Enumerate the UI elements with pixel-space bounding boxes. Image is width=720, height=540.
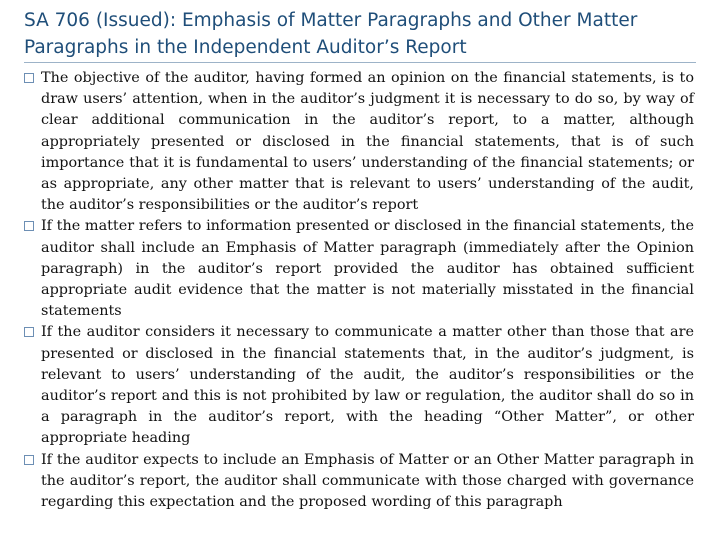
title-divider (24, 62, 696, 63)
square-bullet-icon (24, 73, 34, 83)
bullet-item-emphasis-of-matter (24, 216, 694, 322)
bullet-item-communication (24, 450, 694, 514)
square-bullet-icon (24, 455, 34, 465)
bullet-text: The objective of the auditor, having formed an opinion on the financial statements, is to draw users’ attention, when in the auditor’s judgment it is necessary to do so, by way of clear additional communication in the auditor’s report, to a matter, although appropriately presented or disclosed in the financial statements, that is of such importance that it is fundamental to users’ understanding of the financial statements; or as appropriate, any other matter that is relevant to users’ understanding of the audit, the auditor’s responsibilities or the auditor’s report (41, 70, 694, 214)
bullet-text: If the matter refers to information presented or disclosed in the financial statements, the auditor shall include an Emphasis of Matter paragraph (immediately after the Opinion paragraph) in the auditor’s report provided the auditor has obtained sufficient appropriate audit evidence that the matter is not materially misstated in the financial statements (41, 218, 694, 320)
bullet-text: If the auditor considers it necessary to communicate a matter other than those that are presented or disclosed in the financial statements that, in the auditor’s judgment, is relevant to users’ understanding of the audit, the auditor’s responsibilities or the auditor’s report and this is not prohibited by law or regulation, the auditor shall do so in a paragraph in the auditor’s report, with the heading “Other Matter”, or other appropriate heading (41, 324, 694, 447)
slide-title (24, 7, 704, 61)
square-bullet-icon (24, 221, 34, 231)
slide-title-line-1: SA 706 (Issued): Emphasis of Matter Paragraphs and Other Matter (24, 10, 638, 31)
bullet-item-objective (24, 68, 694, 216)
slide-title-line-2: Paragraphs in the Independent Auditor’s Report (24, 37, 467, 58)
bullet-text: If the auditor expects to include an Emphasis of Matter or an Other Matter paragraph in the auditor’s report, the auditor shall communicate with those charged with governance regarding this expectation and the proposed wording of this paragraph (41, 451, 694, 511)
bullet-list (24, 68, 694, 513)
square-bullet-icon (24, 327, 34, 337)
bullet-item-other-matter (24, 322, 694, 449)
